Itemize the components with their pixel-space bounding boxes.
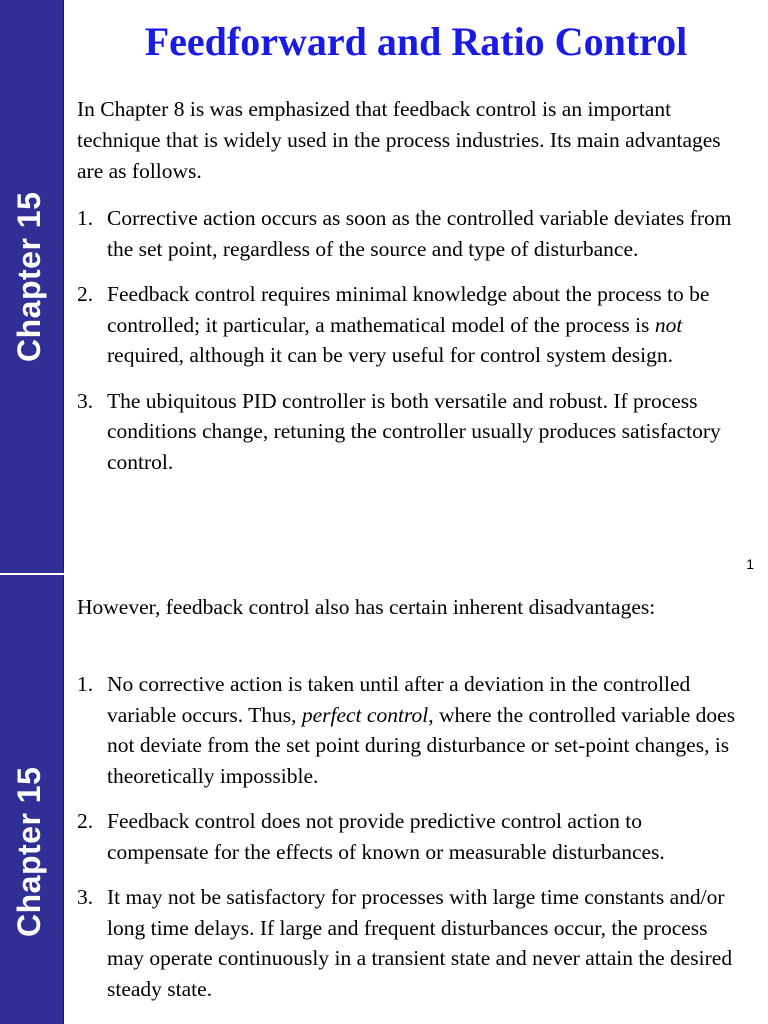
list-item bbox=[77, 279, 747, 371]
chapter-sidebar bbox=[0, 575, 64, 1024]
item-number: 1. bbox=[77, 206, 94, 230]
slide-title: Feedforward and Ratio Control bbox=[144, 19, 688, 64]
list-item bbox=[77, 386, 747, 478]
item-number: 1. bbox=[77, 672, 94, 696]
advantages-list bbox=[77, 203, 747, 492]
item-text: No corrective action is taken until after a deviation in the controlled variable occurs. Thus, bbox=[107, 672, 691, 727]
disadvantages-list bbox=[77, 669, 747, 1019]
intro-paragraph: In Chapter 8 is was emphasized that feedback control is an important technique that is widely used in the process industries. Its main advantages are as follows. bbox=[77, 97, 721, 183]
item-text: It may not be satisfactory for processes with large time constants and/or long time delays. If large and frequent disturbances occur, the process may operate continuously in a transient state and never attain the desired steady state. bbox=[107, 885, 733, 1001]
item-text: Feedback control requires minimal knowledge about the process to be controlled; it particular, a mathematical model of the process is bbox=[107, 282, 710, 337]
item-text: required, although it can be very useful for control system design. bbox=[107, 343, 674, 367]
list-item bbox=[77, 806, 747, 867]
list-item bbox=[77, 882, 747, 1004]
page-number: 1 bbox=[746, 556, 754, 572]
slide-2 bbox=[0, 575, 768, 1024]
item-emphasis: perfect control bbox=[301, 702, 429, 727]
chapter-sidebar bbox=[0, 0, 64, 575]
item-text: Corrective action occurs as soon as the controlled variable deviates from the set point, regardless of the source and type of disturbance. bbox=[107, 206, 732, 261]
item-emphasis: not bbox=[654, 312, 683, 337]
item-number: 3. bbox=[77, 388, 94, 413]
item-number: 2. bbox=[77, 809, 94, 833]
chapter-label: Chapter 15 bbox=[11, 191, 47, 362]
item-number: 2. bbox=[77, 282, 94, 306]
item-text: , where the controlled variable does not deviate from the set point during disturbance or set-point changes, is theoretically impossible. bbox=[107, 702, 736, 788]
item-text: Feedback control does not provide predictive control action to compensate for the effects of known or measurable disturbances. bbox=[107, 809, 665, 864]
item-text: The ubiquitous PID controller is both versatile and robust. If process conditions change, retuning the controller usually produces satisfactory control. bbox=[107, 388, 721, 474]
item-number: 3. bbox=[77, 885, 94, 909]
intro-paragraph: However, feedback control also has certain inherent disadvantages: bbox=[77, 595, 656, 619]
list-item bbox=[77, 203, 747, 264]
chapter-label: Chapter 15 bbox=[11, 766, 47, 937]
slide-divider bbox=[0, 573, 768, 575]
list-item bbox=[77, 669, 747, 791]
